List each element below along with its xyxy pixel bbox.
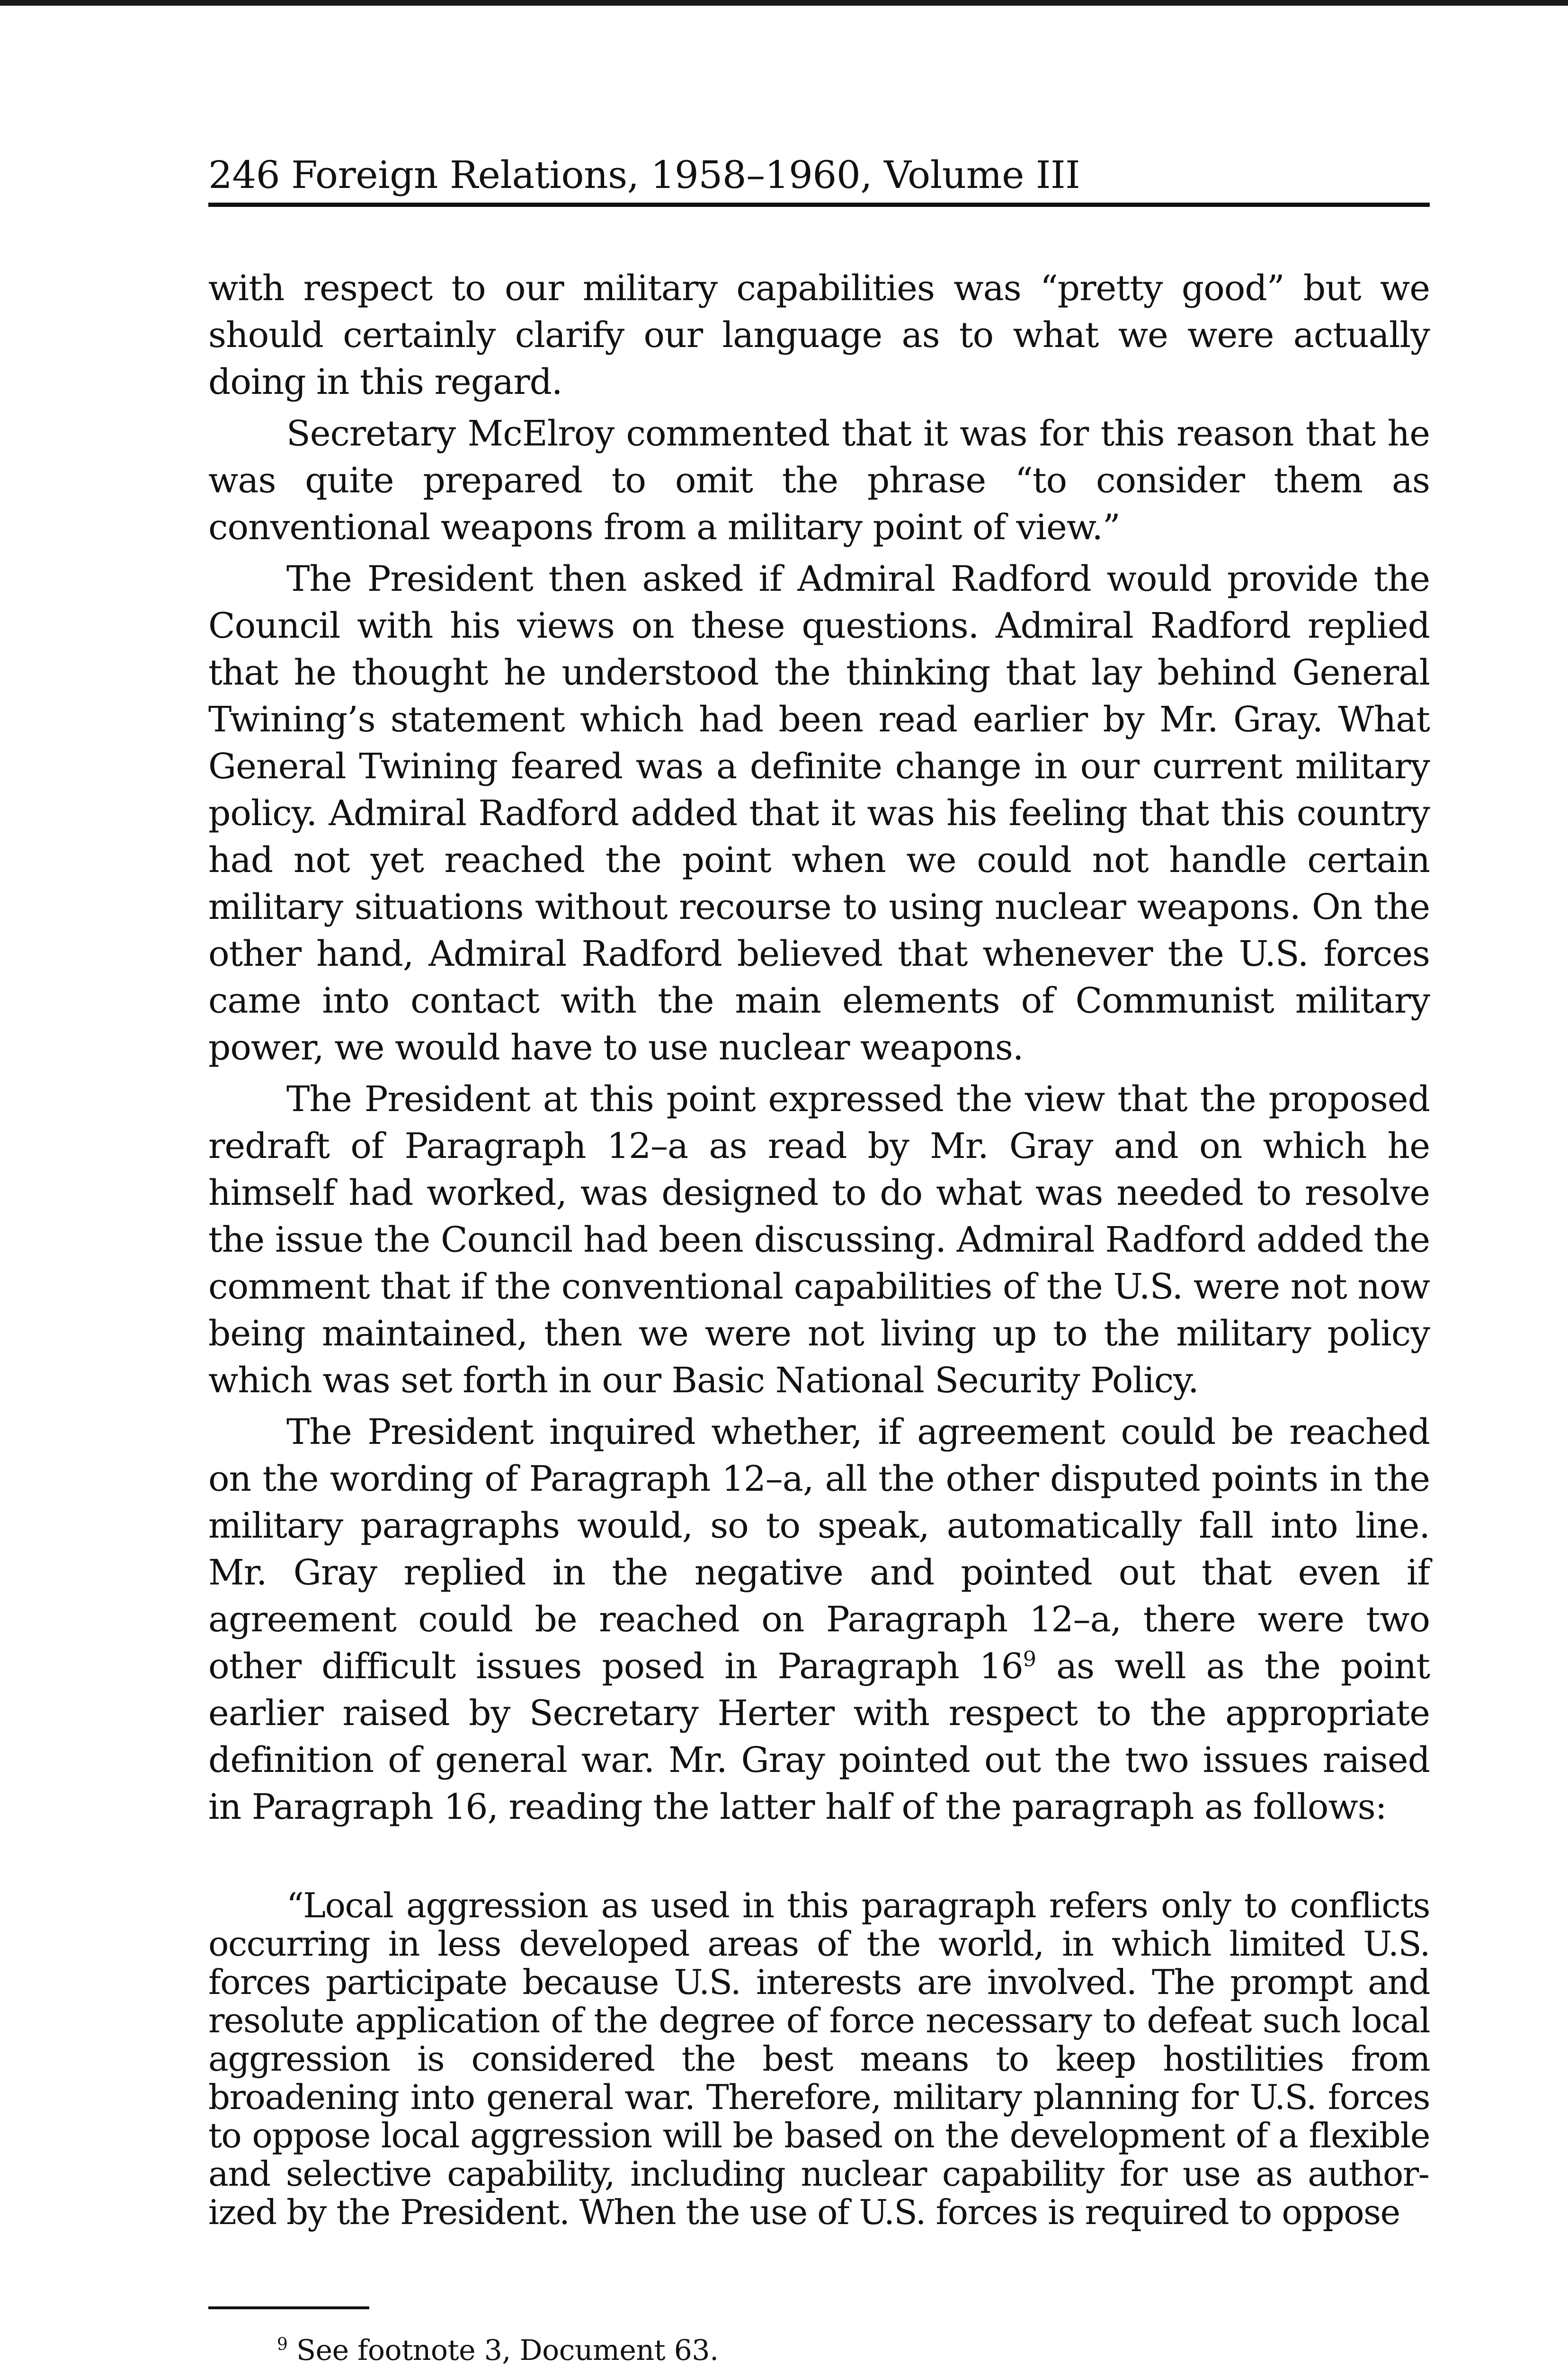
paragraph-text: as well as the point earlier raised by Secretary Herter with respect to the appropriate definition of general war. Mr. Gray pointed out the two issues raised in Paragraph 16, reading the latter half of the paragraph as follows: bbox=[208, 1646, 1430, 1827]
footnote-rule bbox=[208, 2306, 369, 2309]
paragraph: The President at this point expressed the view that the proposed redraft of Paragraph 12–a as read by Mr. Gray and on which he himself had worked, was designed to do what was needed to resolve the issue the Council had been discussing. Admiral Radford added the comment that if the conventional capabilities of the U.S. were not now being maintained, then we were not living up to the military policy which was set forth in our Basic National Security Policy. bbox=[208, 1079, 1430, 1401]
header-rule bbox=[208, 203, 1430, 207]
paragraph: Secretary McElroy commented that it was for this reason that he was quite prepared to omit the phrase “to consider them as conventional weapons from a military point of view.” bbox=[208, 413, 1430, 548]
paragraph-with-footnote-ref bbox=[208, 1409, 1430, 1831]
footnote-reference: 9 bbox=[1023, 1647, 1036, 1672]
body-text bbox=[208, 265, 1430, 1835]
paragraph: The President then asked if Admiral Radford would provide the Council with his views on these questions. Admiral Radford replied that he thought he understood the thinking that lay behind General Twining’s statement which had been read earlier by Mr. Gray. What General Twining feared was a definite change in our current military policy. Admiral Radford added that it was his feeling that this country had not yet reached the point when we could not handle certain military situations without recourse to using nuclear weapons. On the other hand, Admiral Radford believed that whenever the U.S. forces came into contact with the main elements of Communist military power, we would have to use nuclear weapons. bbox=[208, 559, 1430, 1068]
footnote-text: See footnote 3, Document 63. bbox=[296, 2334, 719, 2367]
quote-text: “Local aggression as used in this paragraph refers only to conflicts occurring in less developed areas of the world, in which limited U.S. forces participate because U.S. interests are involved. The prompt and resolute application of the degree of force necessary to defeat such local aggression is considered the best means to keep hostilities from broadening into general war. Therefore, military planning for U.S. forces to oppose local aggression will be based on the development of a flexible and selective capability, including nuclear capability for use as authorized by the President. When the use of U.S. forces is required to oppose bbox=[208, 1886, 1430, 2232]
block-quote bbox=[208, 1886, 1430, 2232]
footnote-marker: 9 bbox=[277, 2335, 288, 2354]
top-edge-rule bbox=[0, 0, 1568, 6]
paragraph-continued: with respect to our military capabilities was “pretty good” but we should certainly clarify our language as to what we were actually doing in this regard. bbox=[208, 268, 1430, 402]
page-number: 246 bbox=[208, 153, 280, 197]
running-header bbox=[208, 151, 1430, 199]
running-title: Foreign Relations, 1958–1960, Volume III bbox=[291, 153, 1080, 197]
footnote bbox=[277, 2331, 719, 2367]
paragraph-text: The President inquired whether, if agreement could be reached on the wording of Paragraph 12–a, all the other disputed points in the military paragraphs would, so to speak, automatically fall into line. Mr. Gray replied in the negative and pointed out that even if agreement could be reached on Paragraph 12–a, there were two other difficult issues posed in Paragraph 16 bbox=[208, 1412, 1430, 1687]
